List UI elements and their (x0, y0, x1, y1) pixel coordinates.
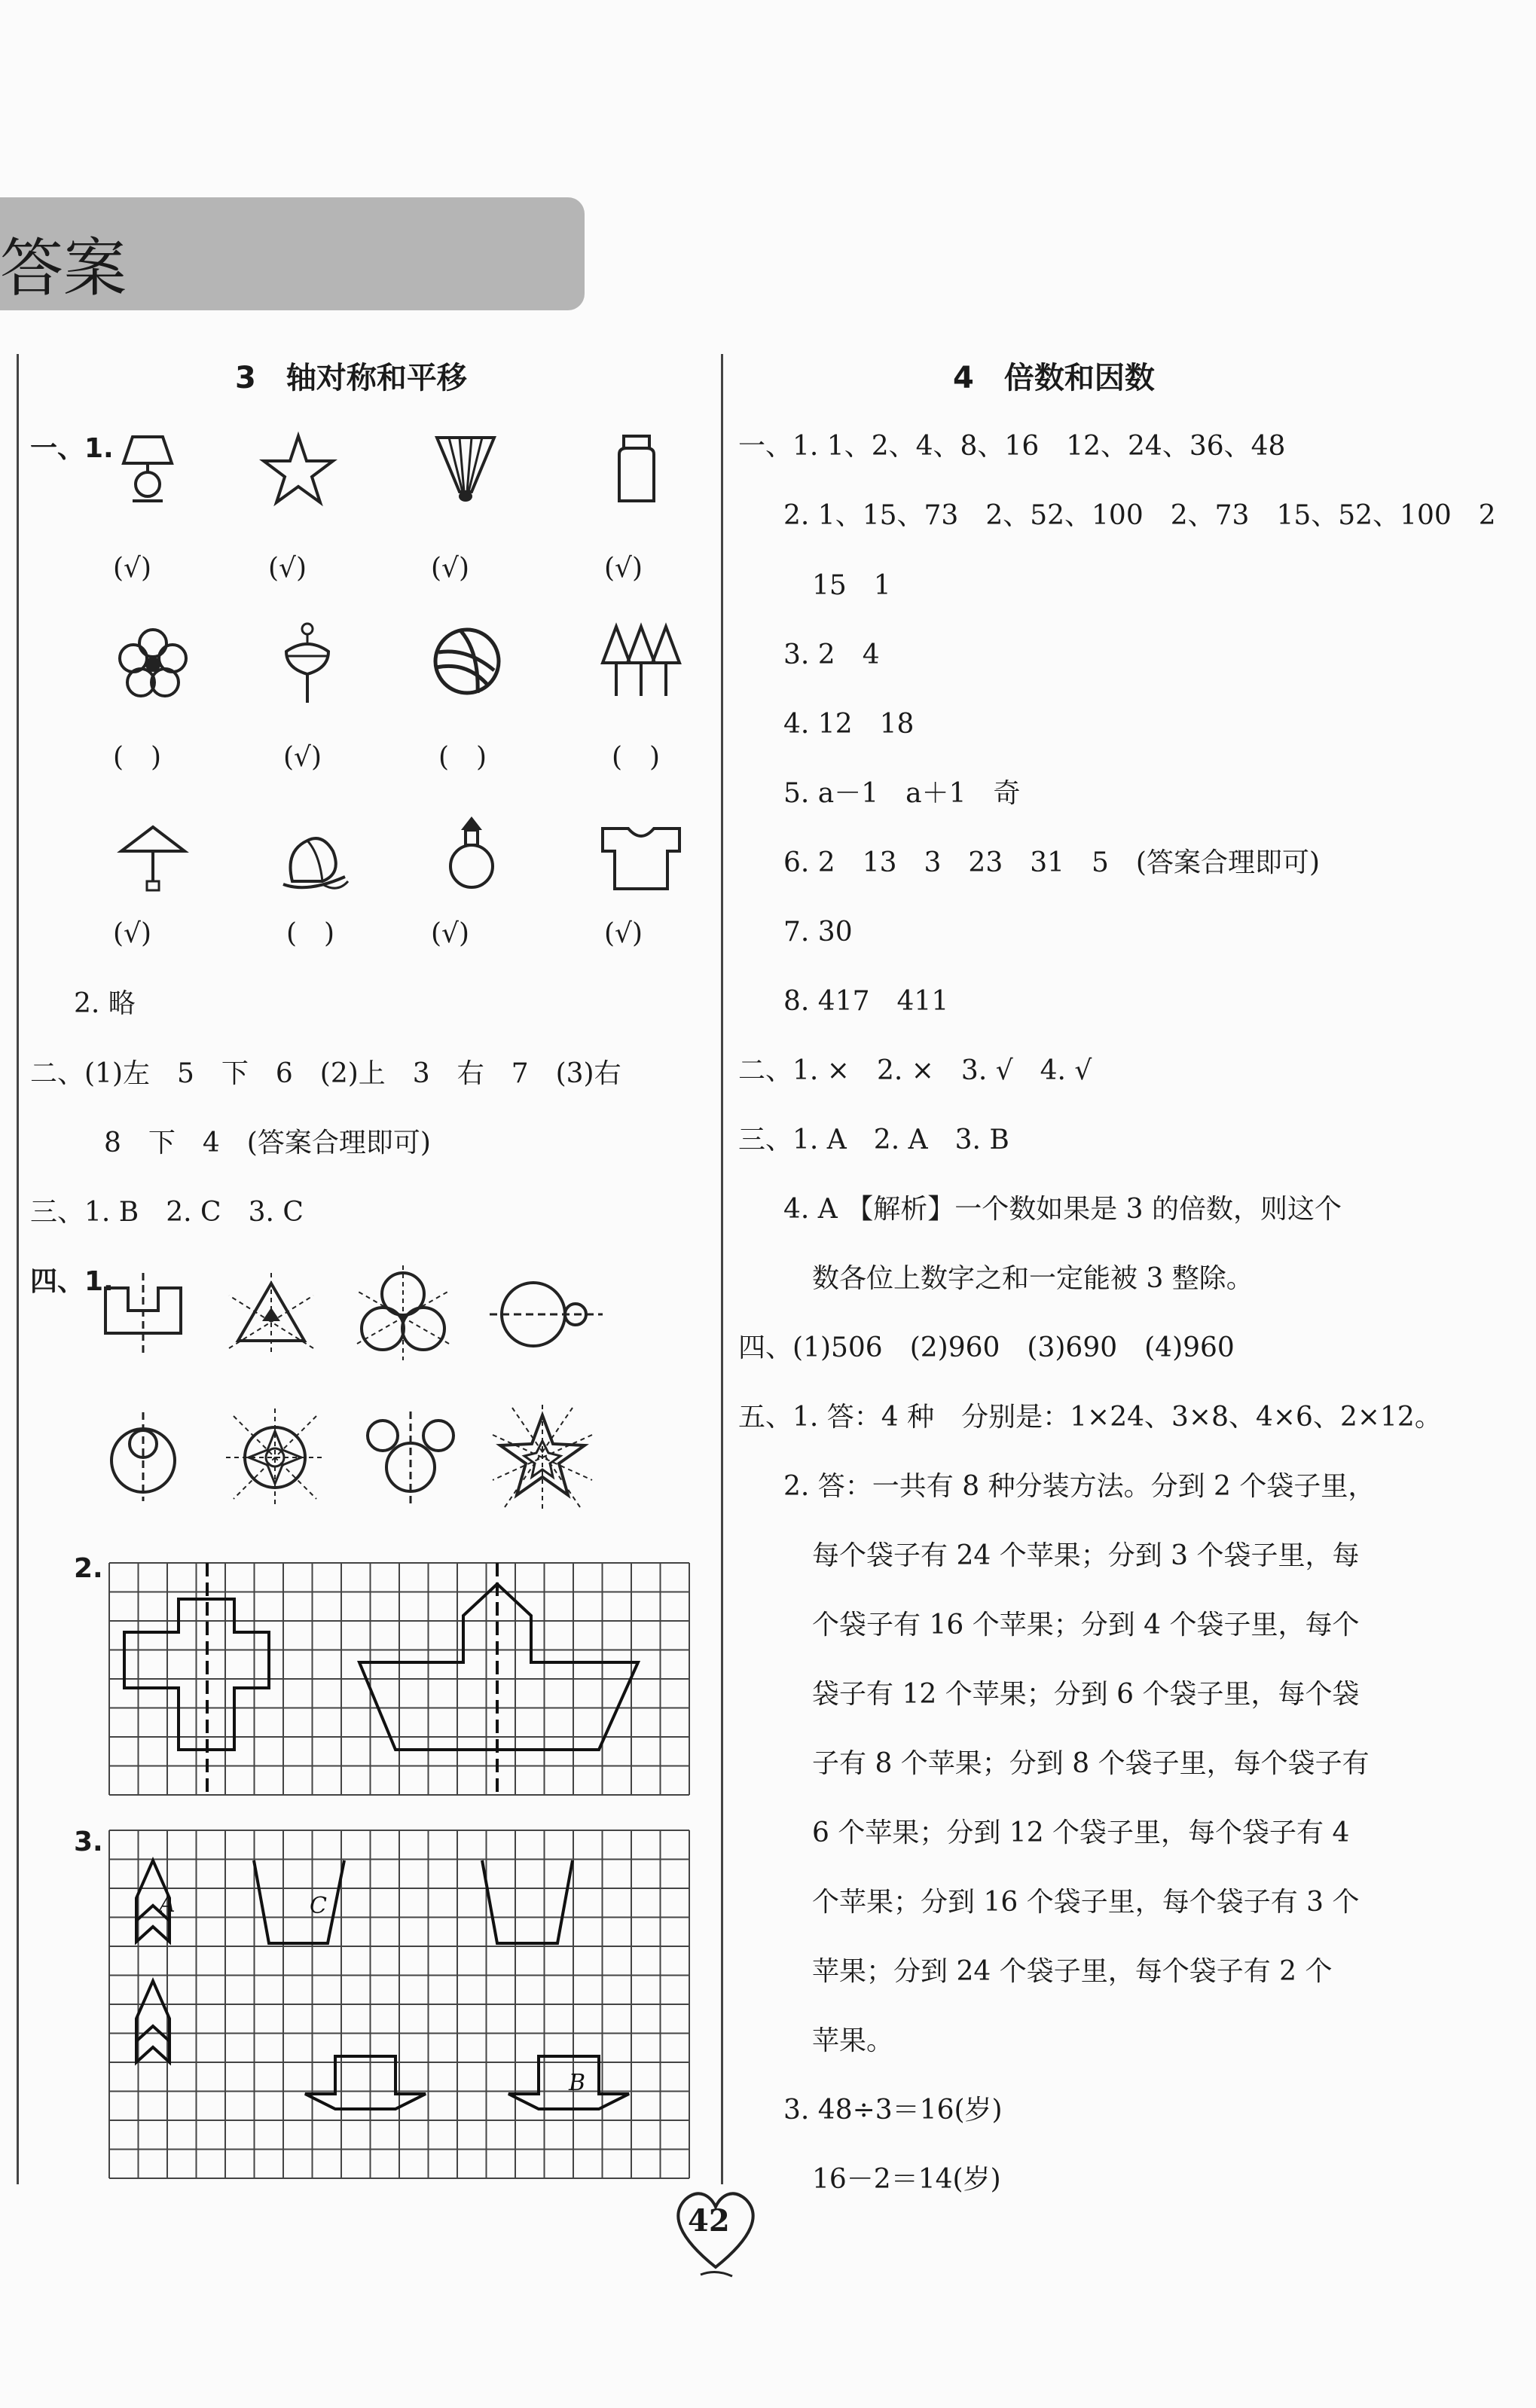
r-line-2: 15 1 (812, 570, 891, 601)
r-line-22: 苹果；分到 24 个袋子里，每个袋子有 2 个 (812, 1956, 1333, 1987)
r-line-9: 二、1. × 2. × 3. √ 4. √ (738, 1055, 1092, 1086)
r-line-25: 16－2＝14(岁) (812, 2164, 1001, 2195)
left-border (17, 354, 19, 2184)
r-line-4: 4. 12 18 (783, 709, 915, 740)
jar-icon (603, 433, 675, 505)
r-line-13: 四、(1)506 (2)960 (3)690 (4)960 (738, 1332, 1235, 1363)
r-line-7: 7. 30 (783, 917, 853, 948)
bottle-icon (435, 813, 508, 896)
lamp-icon (111, 433, 184, 505)
r-line-21: 个苹果；分到 16 个袋子里，每个袋子有 3 个 (812, 1887, 1360, 1918)
grid-label-c: C (310, 1893, 327, 1919)
answer-r1-c1: (√) (113, 553, 152, 584)
q4-label: 四、1. (30, 1266, 114, 1297)
answer-r3-c4: (√) (604, 918, 643, 949)
r-line-23: 苹果。 (812, 2025, 894, 2056)
q1-2: 2. 略 (74, 988, 136, 1019)
r-line-20: 6 个苹果；分到 12 个袋子里，每个袋子有 4 (812, 1817, 1350, 1848)
q2-line1: 二、(1)左 5 下 6 (2)上 3 右 7 (3)右 (30, 1058, 621, 1089)
q1-label: 一、1. (30, 433, 114, 464)
answer-r1-c3: (√) (431, 553, 470, 584)
r-line-6: 6. 2 13 3 23 31 5 (答案合理即可) (783, 847, 1321, 878)
q3-answers: 三、1. B 2. C 3. C (30, 1197, 304, 1228)
trees-icon (600, 624, 682, 699)
r-line-11: 4. A 【解析】一个数如果是 3 的倍数，则这个 (783, 1194, 1342, 1225)
r-line-15: 2. 答：一共有 8 种分装方法。分到 2 个袋子里， (783, 1471, 1376, 1502)
mouse-ears-figure (362, 1408, 460, 1506)
grid-label-b: B (569, 2070, 586, 2096)
r-line-19: 子有 8 个苹果；分到 8 个袋子里，每个袋子有 (812, 1748, 1370, 1779)
grid-label-a: A (159, 1891, 176, 1918)
left-section-title: 3 轴对称和平移 (235, 361, 467, 395)
answer-r3-c3: (√) (431, 918, 470, 949)
q4-3-label: 3. (74, 1827, 103, 1857)
r-line-18: 袋子有 12 个苹果；分到 6 个袋子里，每个袋 (812, 1679, 1360, 1710)
answer-r1-c4: (√) (604, 553, 643, 584)
star-icon (262, 433, 334, 505)
r-line-0: 一、1. 1、2、4、8、16 12、24、36、48 (738, 431, 1286, 462)
answer-r1-c2: (√) (268, 553, 307, 584)
u-shape-figure (98, 1273, 188, 1356)
three-circles-figure (354, 1265, 452, 1363)
r-line-8: 8. 417 411 (783, 986, 949, 1017)
r-line-3: 3. 2 4 (783, 639, 880, 670)
triangle-figure (226, 1273, 316, 1356)
r-line-12: 数各位上数字之和一定能被 3 整除。 (812, 1263, 1254, 1294)
r-line-14: 五、1. 答：4 种 分别是：1×24、3×8、4×6、2×12。 (738, 1402, 1442, 1433)
answer-r2-c1: ( ) (113, 742, 162, 773)
column-divider (721, 354, 723, 2184)
answer-r2-c3: ( ) (438, 742, 487, 773)
page-number: 42 (688, 2203, 730, 2239)
volleyball-icon (431, 625, 503, 697)
shirt-icon (600, 821, 682, 893)
star-figure (490, 1405, 595, 1510)
shuttlecock-icon (429, 433, 502, 505)
q4-2-label: 2. (74, 1553, 103, 1584)
two-circles-figure (490, 1273, 603, 1356)
answer-r2-c2: (√) (283, 742, 322, 773)
r-line-1: 2. 1、15、73 2、52、100 2、73 15、52、100 2 (783, 500, 1496, 531)
r-line-10: 三、1. A 2. A 3. B (738, 1125, 1009, 1155)
umbrella-icon (117, 821, 189, 893)
peach-icon (277, 821, 353, 893)
compass-star-figure (226, 1408, 324, 1506)
grid-figure-2 (109, 1830, 689, 2181)
grid-figure-1 (109, 1563, 689, 1796)
r-line-17: 个袋子有 16 个苹果；分到 4 个袋子里，每个 (812, 1610, 1360, 1640)
circle-with-inner-figure (102, 1412, 185, 1503)
answer-r3-c1: (√) (113, 918, 152, 949)
r-line-24: 3. 48÷3＝16(岁) (783, 2095, 1003, 2126)
q2-line2: 8 下 4 (答案合理即可) (104, 1128, 431, 1158)
r-line-16: 每个袋子有 24 个苹果；分到 3 个袋子里，每 (812, 1540, 1360, 1571)
flower-icon (117, 627, 189, 699)
banner-title: 答案 (0, 231, 127, 305)
answer-r3-c2: ( ) (286, 918, 335, 949)
answer-r2-c4: ( ) (612, 742, 661, 773)
r-line-5: 5. a－1 a＋1 奇 (783, 778, 1021, 809)
right-section-title: 4 倍数和因数 (953, 361, 1155, 395)
spinning-top-icon (271, 621, 344, 704)
